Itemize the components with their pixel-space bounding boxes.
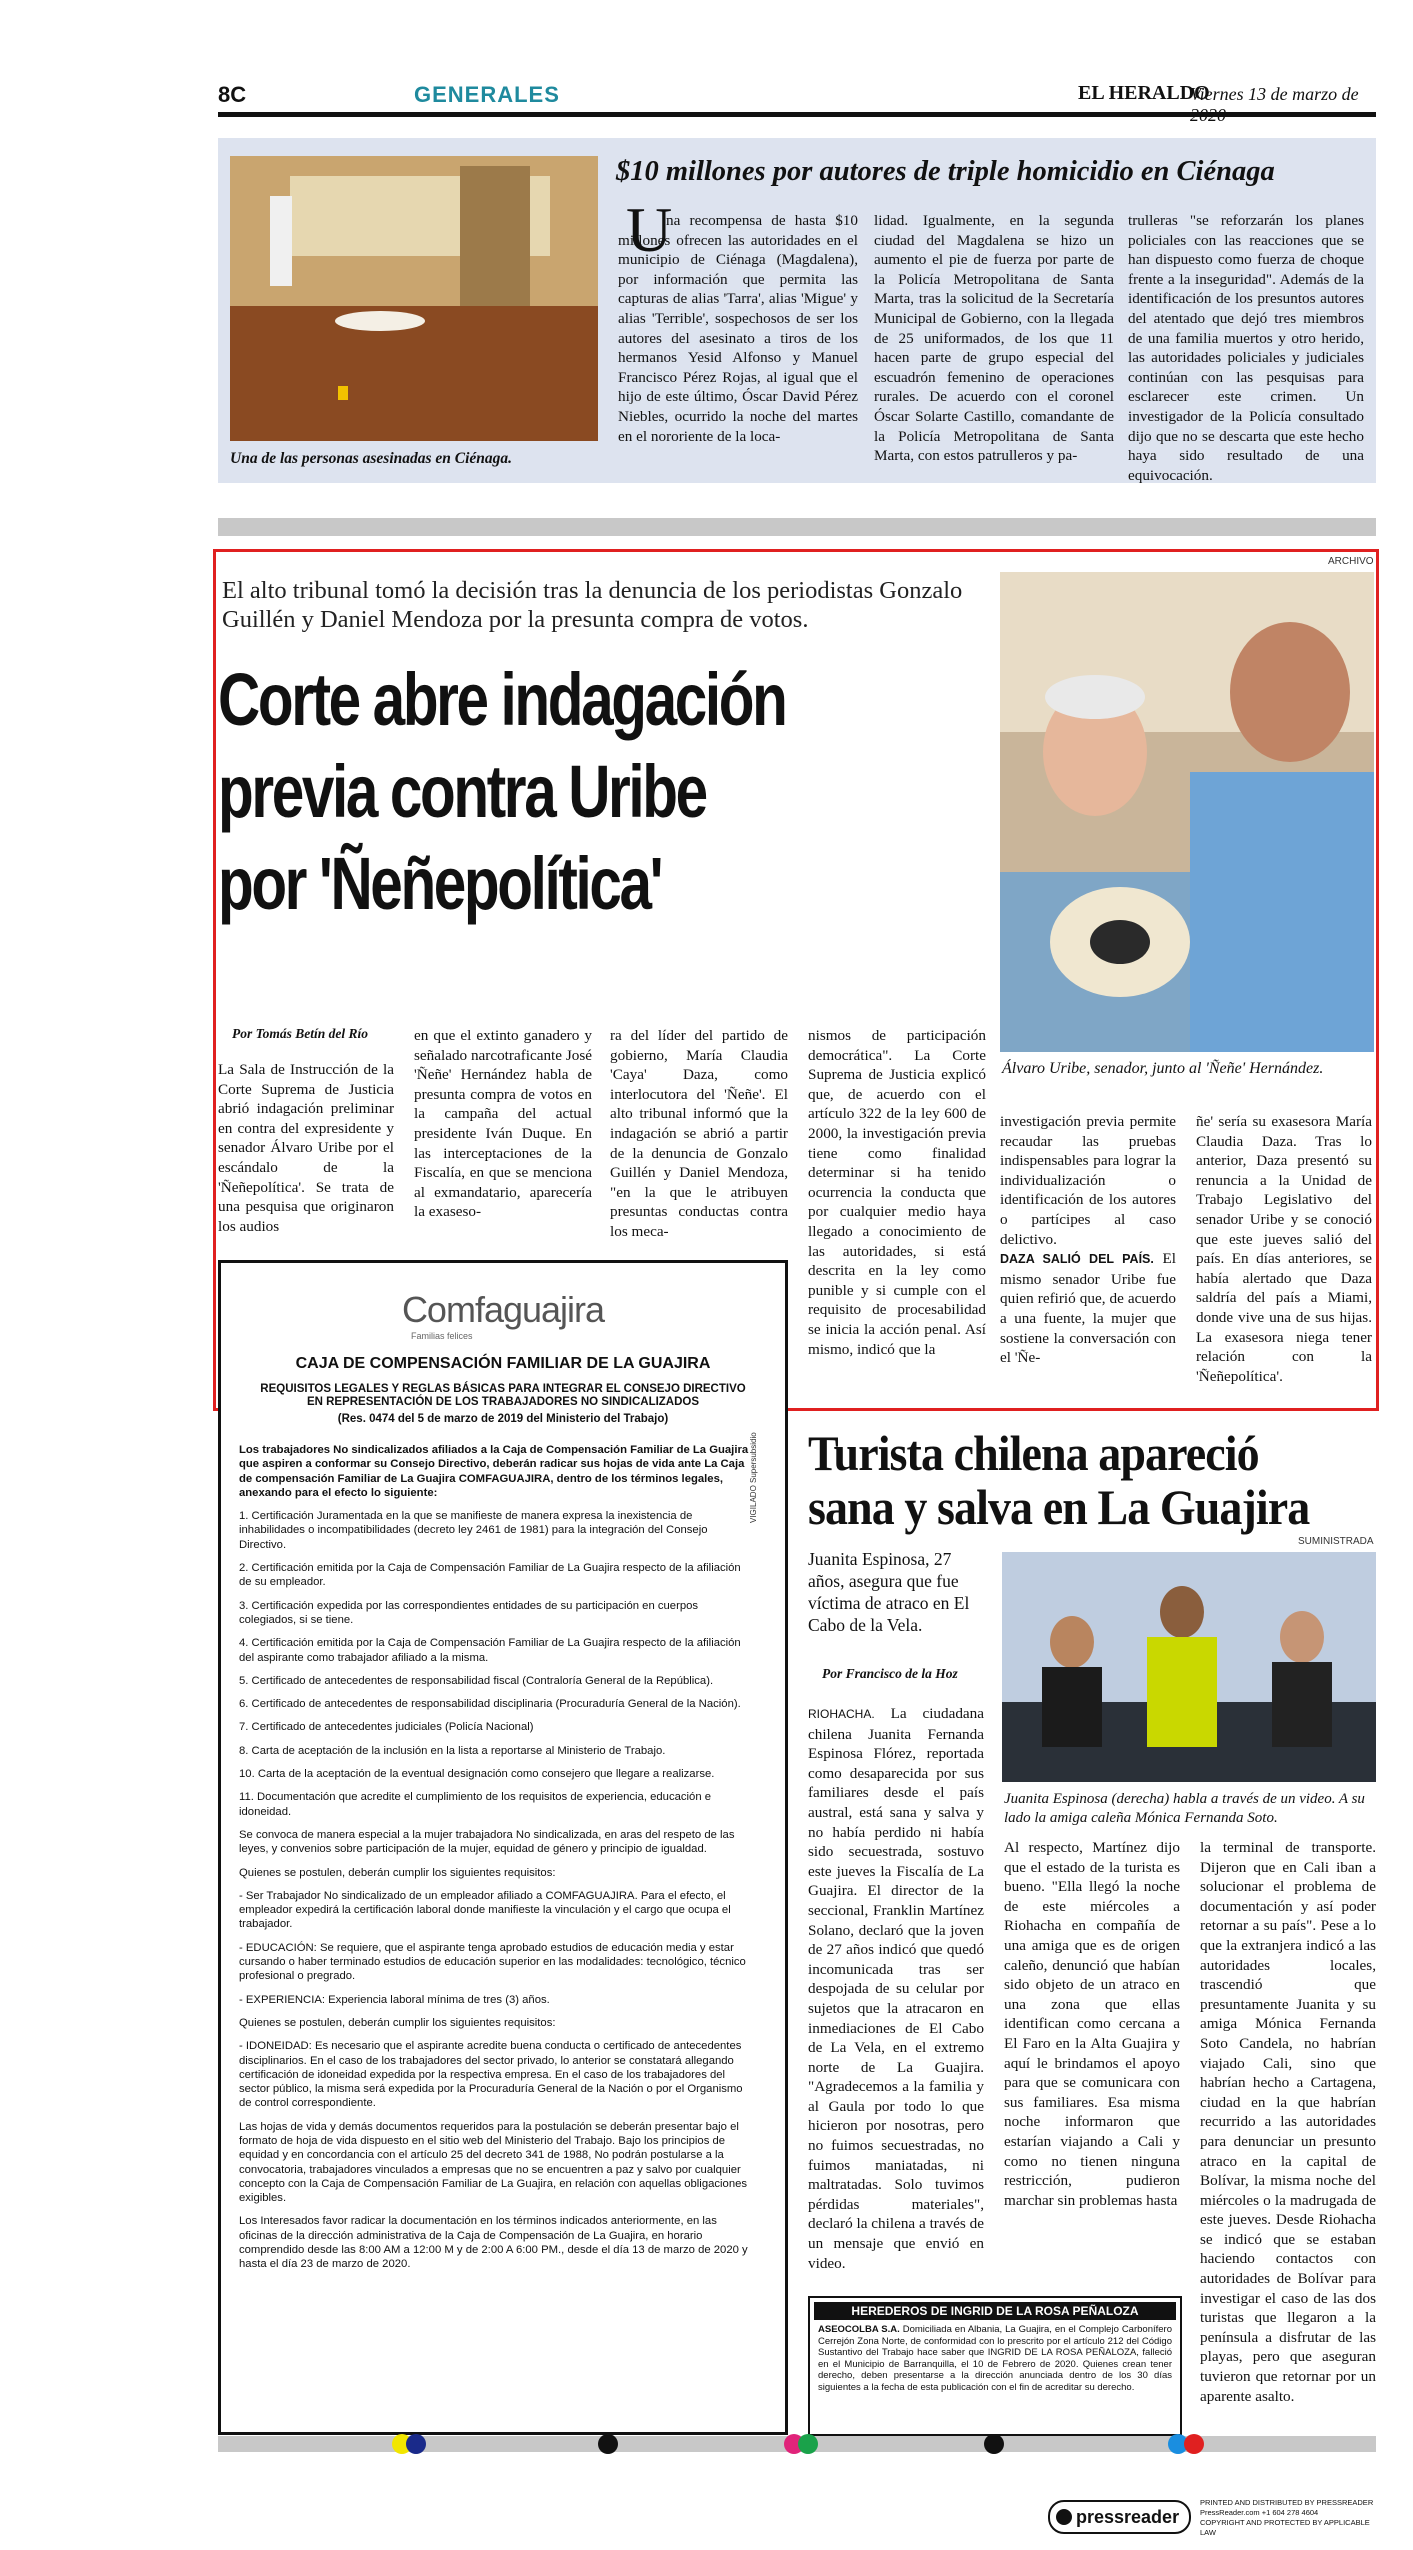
ad-item: 8. Carta de aceptación de la inclusión en la lista a reportarse al Ministerio de Trabajo. <box>239 1744 666 1757</box>
section-divider <box>218 518 1376 536</box>
registration-dot <box>406 2434 426 2454</box>
comfaguajira-ad <box>218 1260 788 2435</box>
byline: Por Francisco de la Hoz <box>822 1666 958 1681</box>
ad-item: 3. Certificación expedida por las correspondientes entidades de su participación en cuerpos colegiados, si se tiene. <box>239 1599 699 1626</box>
deck <box>808 1548 988 1636</box>
headline-line-2: sana y salva en La Guajira <box>808 1479 1310 1535</box>
pressreader-badge[interactable] <box>1048 2500 1191 2534</box>
notice-lead: ASEOCOLBA S.A. <box>818 2324 900 2335</box>
crime-scene-photo <box>230 156 598 441</box>
story-column-3 <box>1200 1838 1376 2406</box>
registration-dot <box>1184 2434 1204 2454</box>
story-cienaga <box>218 138 1376 483</box>
tourists-image <box>1002 1552 1376 1782</box>
ad-subtitle: REQUISITOS LEGALES Y REGLAS BÁSICAS PARA INTEGRAR EL CONSEJO DIRECTIVO EN REPRESENTACIÓN DE LOS TRABAJADORES NO SINDICALIZADOS <box>260 1383 746 1408</box>
photo-caption: Una de las personas asesinadas en Ciénaga. <box>230 450 513 467</box>
notice-body <box>818 2324 1172 2393</box>
pressreader-footer <box>1048 2496 1378 2536</box>
column-text: lidad. Igualmente, en la segunda ciudad del Magdalena se hizo un aumento el pie de fuerza por parte de la Policía Metropolitana de Santa Marta, tras la solicitud de la Secretaría Municipal de Gobierno, con la llegada de 25 uniformados, de los que 11 hacen parte de grupo especial del escuadrón femenino de operaciones rurales. De acuerdo con el coronel Óscar Solarte Castillo, comandante de la Policía Metropolitana de Santa Marta, con estos patrulleros y pa- <box>874 212 1114 465</box>
ad-logo-tagline: Familias felices <box>411 1331 473 1341</box>
photo-credit: ARCHIVO <box>1328 556 1374 567</box>
column-text: trulleras "se reforzarán los planes policiales con las reacciones que se han dispuesto como fuerza de choque frente a la inseguridad". Además de la identificación de los presuntos autores del atentado que dejó tres miembros de una familia muertos y otro herido, las autoridades policiales y judiciales continúan con las pesquisas para esclarecer este crimen. Un investigador de la Policía consultado dijo que no se descarta que este hecho haya sido resultado de una equivocación. <box>1128 212 1364 484</box>
registration-dot <box>798 2434 818 2454</box>
kicker: El alto tribunal tomó la decisión tras la denuncia de los periodistas Gonzalo Guillén y Daniel Mendoza por la presunta compra de votos. <box>222 577 963 633</box>
ad-logo: Comfaguajira <box>401 1289 605 1330</box>
pressreader-logo-icon <box>1056 2509 1072 2525</box>
column-text: Al respecto, Martínez dijo que el estado de la turista es bueno. "Ella llegó la noche de este miércoles a Riohacha en compañía de una amiga que es de origen caleño, denunció que habían sido objeto de un atraco en una zona que ellas identifican como cercana a El Faro en la Alta Guajira y aquí le brindamos el apoyo para que se comunicara con sus familiares. Esa misma noche informaron que estarían viajando a Cali y como no tienen ninguna restricción, pudieron marchar sin problemas hasta <box>1004 1839 1180 2209</box>
ad-item: 5. Certificado de antecedentes de responsabilidad fiscal (Contraloría General de la República). <box>239 1674 714 1687</box>
page-number: 8C <box>218 82 247 107</box>
ad-paragraph: Se convoca de manera especial a la mujer trabajadora No sindicalizada, en aras del respeto de las leyes, y convenios sobre participación de la mujer, equidad de género y principio de igualdad. <box>239 1828 735 1856</box>
notice-title: HEREDEROS DE INGRID DE LA ROSA PEÑALOZA <box>814 2302 1176 2320</box>
story-column-3 <box>1128 211 1364 485</box>
headline-line-1: Corte abre indagación <box>218 658 786 741</box>
crime-scene-image <box>230 156 598 441</box>
column-text: en que el extinto ganadero y señalado narcotraficante José 'Ñeñe' Hernández habla de presunta compra de votos en la campaña del actual presidente Iván Duque. En las interceptaciones de la Fiscalía, en que se menciona al exmandatario, aparecería la exaseso- <box>414 1027 592 1221</box>
ad-item: 1. Certificación Juramentada en la que se manifieste de manera expresa la inexistencia de inhabilidades o incompatibilidades (decreto ley 2461 de 1981) para la integración del Consejo Directivo. <box>239 1510 708 1551</box>
ad-paragraph: Quienes se postulen, deberán cumplir los siguientes requisitos: <box>239 1866 556 1879</box>
ad-paragraph: - IDONEIDAD: Es necesario que el aspirante acredite buena conducta o certificado de antecedentes disciplinarios. En el caso de los trabajadores del sector privado, lo anterior se constatará allegando certificación de idoneidad expedida por la respectiva empresa. En el caso de los trabajadores del sector público, la misma será expedida por la Procuraduría General de la Nación o por el Organismo de control correspondiente. <box>239 2040 743 2110</box>
ad-item: 4. Certificación emitida por la Caja de Compensación Familiar de La Guajira respecto de la afiliación del aspirante como trabajador afiliado a la misma. <box>239 1637 741 1664</box>
subhead: DAZA SALIÓ DEL PAÍS. <box>1000 1252 1154 1267</box>
registration-dot <box>598 2434 618 2454</box>
ad-paragraph: Los Interesados favor radicar la documentación en los términos indicados anteriormente, en las oficinas de la dirección administrativa de la Caja de Compensación de La Guajira, en horario comprendido desde las 8:00 AM a 12:00 M y de 2:00 A 6:00 PM., desde el día 13 de marzo de 2020 y hasta el día 23 de marzo de 2020. <box>239 2215 748 2271</box>
story-headline: $10 millones por autores de triple homicidio en Ciénaga <box>616 156 1275 187</box>
column-text: La Sala de Instrucción de la Corte Suprema de Justicia abrió indagación preliminar en contra del expresidente y senador Álvaro Uribe por el escándalo de la 'Ñeñepolítica'. Se trata de una pesquisa que originaron los audios <box>218 1061 394 1235</box>
registration-dot <box>984 2434 1004 2454</box>
ad-paragraph: Quienes se postulen, deberán cumplir los siguientes requisitos: <box>239 2016 556 2029</box>
color-registration-bar <box>218 2436 1376 2452</box>
ad-title: CAJA DE COMPENSACIÓN FAMILIAR DE LA GUAJIRA <box>295 1355 711 1372</box>
ad-paragraph: - Ser Trabajador No sindicalizado de un empleador afiliado a COMFAGUAJIRA. Para el efecto, el empleador expedirá la certificación laboral donde manifieste la vinculación y el cargo que ocupa el trabajador. <box>239 1889 731 1931</box>
column-text: nismos de participación democrática". La Corte Suprema de Justicia explicó que, de acuerdo con el artículo 322 de la ley 600 de 2000, la investigación previa tiene como finalidad determinar si ha tenido ocurrencia la conducta que por cualquier medio haya llegado a conocimiento de las autoridades, si está descrita en la ley como punible y si cumple con el requisito de procesabilidad se inicia la acción penal. Así mismo, indicó que la <box>808 1027 986 1358</box>
ad-item: 10. Carta de la aceptación de la eventual designación como consejero que llegare a realizarse. <box>239 1768 715 1781</box>
story-turista <box>808 1420 1376 2440</box>
notice-text: Domiciliada en Albania, La Guajira, en el Complejo Carbonífero Cerrejón Zona Norte, de conformidad con lo prescrito por el artículo 212 del Código Sustantivo del Trabajo hace saber que INGRID DE LA ROSA PEÑALOZA, falleció en el Municipio de Barranquilla, el 10 de Febrero de 2020. Quienes crean tener derecho, deben presentarse a la dirección anunciada dentro de los 30 días siguientes a la fecha de esta publicación con el fin de acreditar su derecho. <box>818 2324 1172 2393</box>
photo-credit: SUMINISTRADA <box>1298 1536 1374 1547</box>
ad-item: 7. Certificado de antecedentes judiciales (Policía Nacional) <box>239 1721 534 1734</box>
story-column-2 <box>874 211 1114 466</box>
page-header <box>218 78 1376 118</box>
column-text: ra del líder del partido de gobierno, María Claudia 'Caya' Daza, como interlocutora del 'Ñeñe'. El alto tribunal informó que la indagación se abrió a partir de la denuncia de Gonzalo Guillén y Daniel Mendoza, "en la que le atribuyen presuntas conductas contra los meca- <box>610 1027 788 1240</box>
ad-body <box>239 1443 749 2281</box>
column-text: La ciudadana chilena Juanita Fernanda Espinosa Flórez, reportada como desaparecida por sus familiares desde el país austral, está sana y salva y no había perdido ni había sido secuestrada, sostuvo este jueves la Fiscalía de La Guajira. El director de la seccional, Franklin Martínez Solano, declaró que la joven de 27 años indicó que quedó incomunicada tras ser despojada de su celular por sujetos que la atracaron en inmediaciones de El Cabo de La Vela, en el extremo norte de La Guajira. "Agradecemos a la familia y al Gaula por todo lo que hicieron por nosotras, pero no fuimos secuestradas, no fuimos maniatadas, ni maltratadas. Solo tuvimos pérdidas materiales", declaró la chilena a través de un mensaje que envió en video. <box>808 1705 985 2272</box>
column-text: ñe' sería su exasesora María Claudia Daza. Tras lo anterior, Daza presentó su renuncia a la Unidad de Trabajo Legislativo del senador Uribe y se conoció que este jueves salió del país. En días anteriores, se había alertado que Daza saldría del país a Miami, donde vive una de sus hijas. La exasesora niega tener relación con la 'Ñeñepolítica'. <box>1196 1113 1372 1385</box>
section-name: GENERALES <box>414 82 560 107</box>
deck-text: Juanita Espinosa, 27 años, asegura que fue víctima de atraco en El Cabo de la Vela. <box>808 1549 970 1635</box>
header-rule <box>218 112 1376 117</box>
story-column-2 <box>1004 1838 1180 2210</box>
headline-line-2: previa contra Uribe <box>218 750 706 833</box>
pressreader-brand: pressreader <box>1076 2507 1180 2527</box>
story-column-1 <box>808 1704 984 2273</box>
tourists-photo <box>1002 1552 1376 1782</box>
death-notice <box>808 2296 1182 2436</box>
masthead-name: EL HERALDO <box>1078 82 1210 104</box>
drop-cap: U <box>626 194 673 265</box>
ad-resolution: (Res. 0474 del 5 de marzo de 2019 del Ministerio del Trabajo) <box>337 1413 669 1425</box>
footer-line: PRINTED AND DISTRIBUTED BY PRESSREADER <box>1200 2498 1374 2507</box>
headline-line-1: Turista chilena apareció <box>808 1425 1259 1481</box>
footer-line: COPYRIGHT AND PROTECTED BY APPLICABLE LAW <box>1200 2518 1370 2537</box>
story-column-1 <box>618 211 858 446</box>
photo-caption: Álvaro Uribe, senador, junto al 'Ñeñe' Hernández. <box>1002 1060 1324 1077</box>
byline: Por Tomás Betín del Río <box>232 1026 369 1041</box>
ad-paragraph: - EXPERIENCIA: Experiencia laboral mínima de tres (3) años. <box>239 1993 550 2006</box>
column-text: El mismo senador Uribe fue quien refirió que, de acuerdo a una fuente, la mujer que sostiene la conversación con el 'Ñe- <box>1000 1250 1176 1367</box>
ad-item: 11. Documentación que acredite el cumplimiento de los requisitos de experiencia, educación e idoneidad. <box>239 1791 712 1818</box>
ad-item: 6. Certificado de antecedentes de responsabilidad disciplinaria (Procuraduría General de la Nación). <box>239 1698 741 1711</box>
column-text: la terminal de transporte. Dijeron que en Cali iban a solucionar el problema de documentación y así poder retornar a su país". Pese a lo que la extranjera indicó a las autoridades locales, trascendió que presuntamente Juanita y su amiga Mónica Fernanda Soto Candela, no habrían viajado Cali, sino que habrían hecho a Cartagena, ciudad en la que habrían recurrido a las autoridades para denunciar un presunto atraco en la capital de Bolívar, la misma noche del miércoles o la madrugada de este jueves. Desde Riohacha se indicó que se estaban haciendo contactos con autoridades de Bolívar para investigar el caso de las dos turistas que llegaron a la península a disfrutar de las playas, pero que aseguran tuvieron que retornar por un aparente asalto. <box>1200 1839 1376 2405</box>
ad-vertical-tag: VIGILADO Supersubsidio <box>749 1432 758 1523</box>
column-text: investigación previa permite recaudar las pruebas indispensables para lograr la individualización o identificación de los autores o partícipes al caso delictivo. <box>1000 1113 1176 1248</box>
dateline: RIOHACHA. <box>808 1707 875 1721</box>
issue-date: Viernes 13 de marzo de <box>1190 84 1359 104</box>
ad-paragraph: - EDUCACIÓN: Se requiere, que el aspirante tenga aprobado estudios de educación media y estar cursando o haber terminado estudios de educación superior en las modalidades: tecnológico, técnico profesional o pregrado. <box>239 1941 746 1983</box>
headline-line-3: por 'Ñeñepolítica' <box>218 842 662 925</box>
footer-small-print <box>1200 2498 1378 2538</box>
column-text: na recompensa de hasta $10 millones ofrecen las autoridades en el municipio de Ciénaga (Magdalena), por información que permita las capturas de alias 'Tarra', alias 'Migue' y alias 'Terrible', sospechosos de ser los autores del asesinato a tiros de los hermanos Yesid Alfonso y Manuel Francisco Pérez Rojas, al igual que el hijo de este último, Óscar David Pérez Niebles, ocurrido la noche del martes en el nororiente de la loca- <box>618 212 858 445</box>
ad-paragraph: Los trabajadores No sindicalizados afiliados a la Caja de Compensación Familiar de La Guajira que aspiren a conformar su Consejo Directivo, deberán radicar sus hojas de vida ante La Caja de compensación Familiar de La Guajira COMFAGUAJIRA, dentro de los términos legales, anexando para el efecto lo siguiente: <box>239 1444 749 1499</box>
photo-caption: Juanita Espinosa (derecha) habla a través de un video. A su lado la amiga caleña Mónica Fernanda Soto. <box>1004 1791 1365 1826</box>
footer-link[interactable]: PressReader.com +1 604 278 4604 <box>1200 2508 1319 2517</box>
ad-item: 2. Certificación emitida por la Caja de Compensación Familiar de La Guajira respecto de la afiliación de su empleador. <box>239 1562 741 1589</box>
ad-paragraph: Las hojas de vida y demás documentos requeridos para la postulación se deberán presentar bajo el formato de hoja de vida dispuesto en el sitio web del Ministerio del Trabajo. Bajo los principios de equidad y en concordancia con el artículo 25 del decreto 341 de 1988, No podrán postularse a la convocatoria, trabajadores vinculados a empresas que no se encuentren a paz y salvo por cualquier concepto con la Caja de Compensación Familiar de La Guajira, en relación con aquellas obligaciones exigibles. <box>239 2120 748 2205</box>
